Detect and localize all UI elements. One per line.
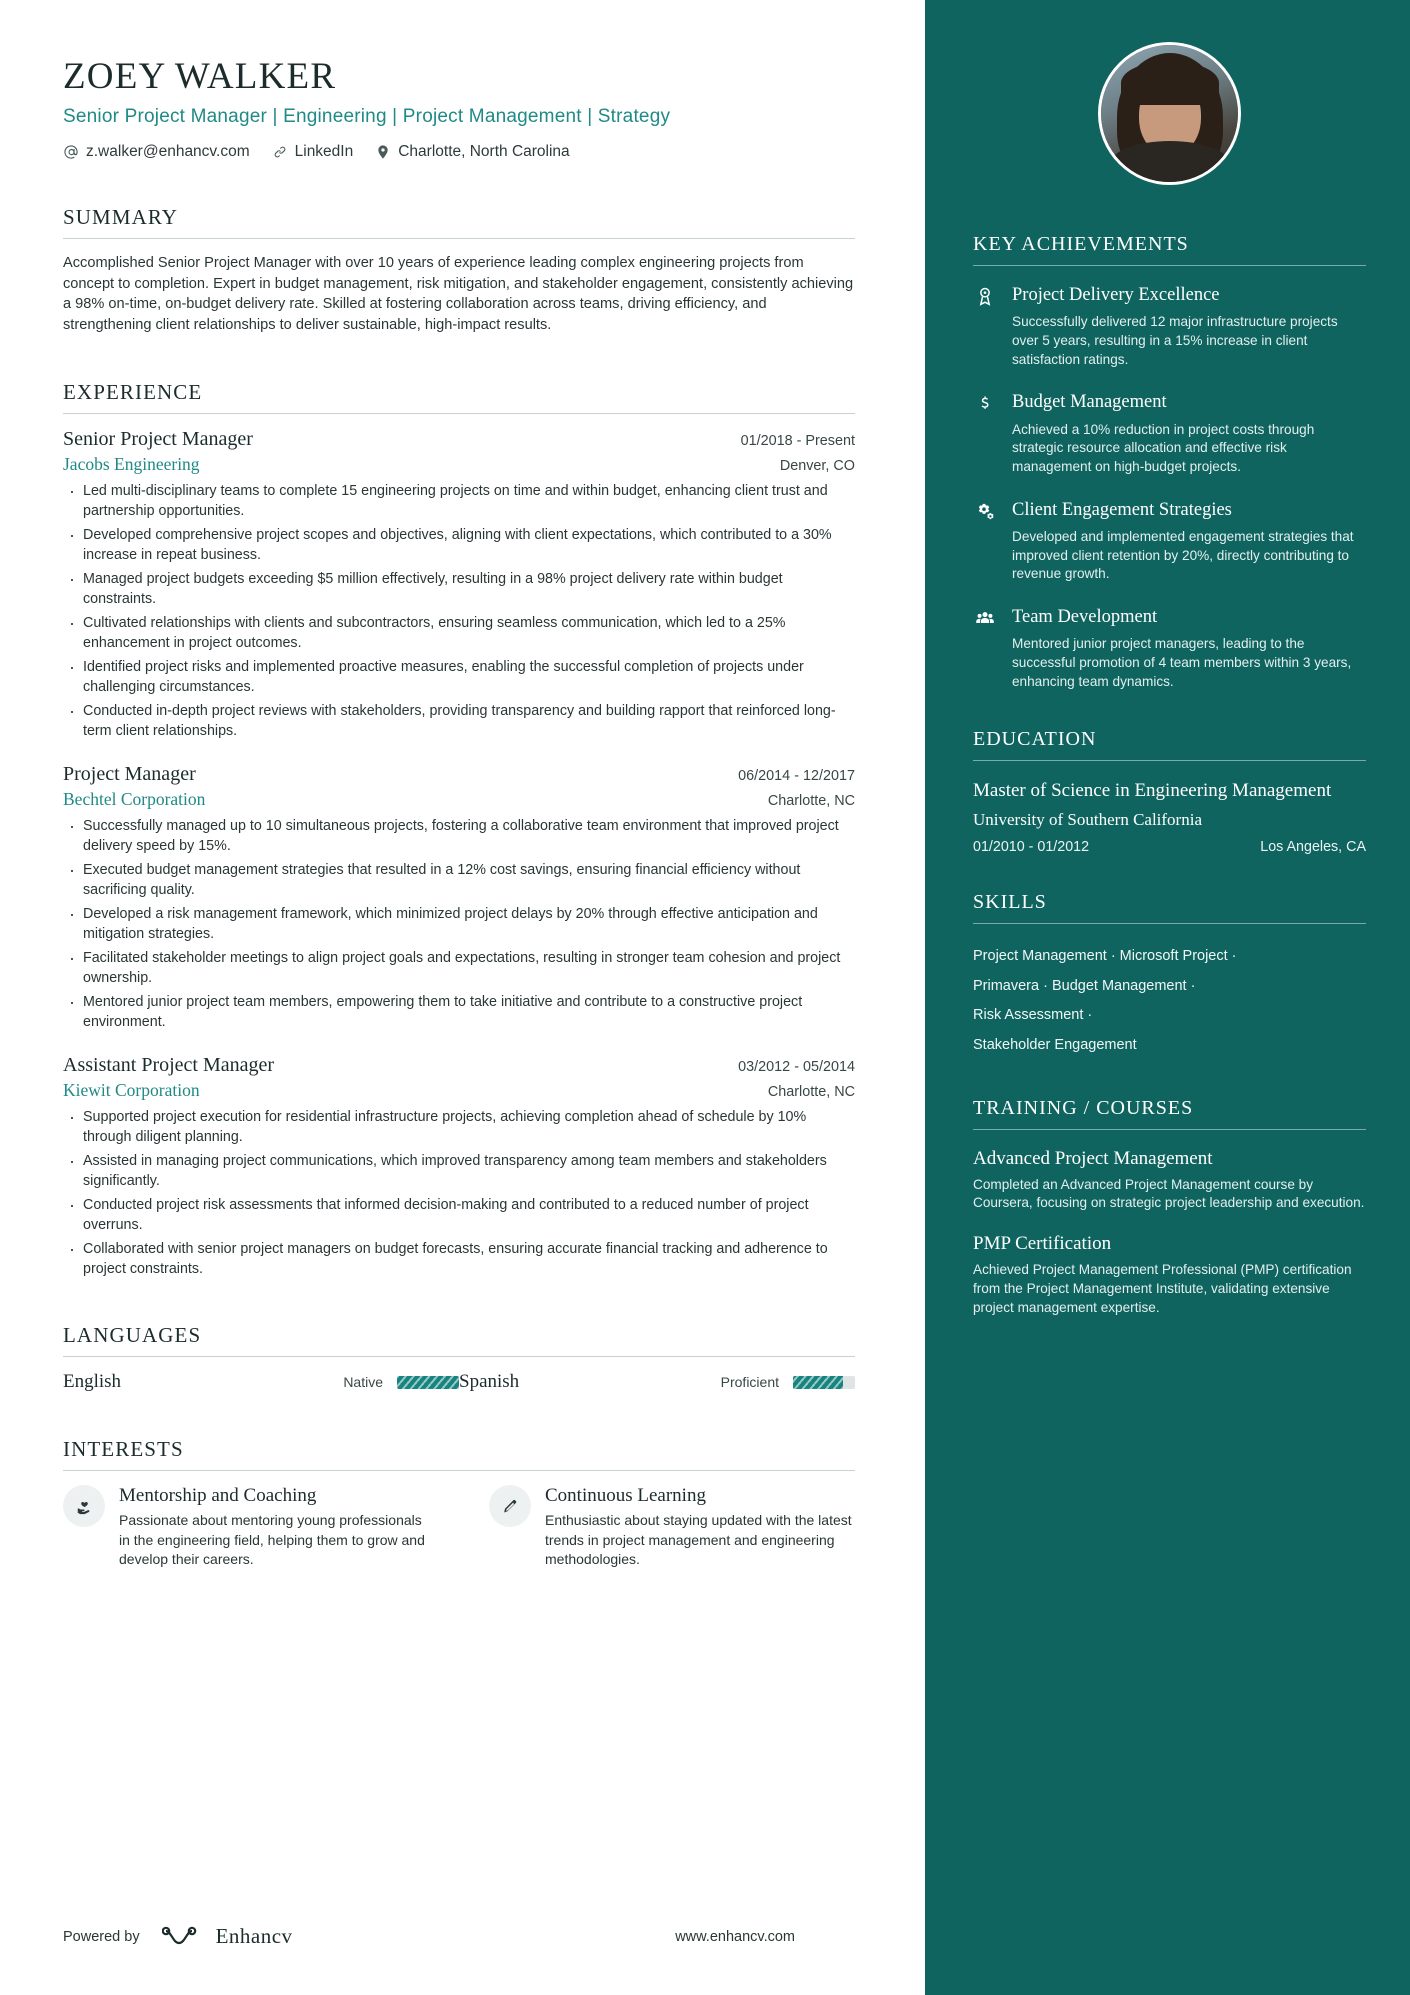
summary-section — [63, 205, 855, 336]
language-bar — [793, 1376, 855, 1389]
avatar-body — [1110, 141, 1230, 185]
language-level: Native — [343, 1374, 383, 1391]
website-url[interactable]: www.enhancv.com — [675, 1928, 795, 1945]
job-bullets — [63, 481, 855, 741]
achievement-body — [1012, 606, 1366, 691]
training-item-desc: Achieved Project Management Professional (PMP) certification from the Project Management Institute, validating extensive project management expertise. — [973, 1262, 1352, 1315]
education-location: Los Angeles, CA — [1260, 838, 1366, 855]
experience-section — [63, 380, 855, 1279]
interest-desc: Passionate about mentoring young professionals in the engineering field, helping them to grow and develop their careers. — [119, 1512, 425, 1567]
brand-logo — [162, 1924, 293, 1949]
avatar-hair-top — [1121, 61, 1219, 105]
language-bar — [397, 1376, 459, 1389]
job-company: Kiewit Corporation — [63, 1080, 200, 1101]
languages-title: LANGUAGES — [63, 1323, 855, 1357]
job-bullet: · Identified project risks and implemented proactive measures, enabling the successful completion of projects under challenging circumstances. — [63, 657, 855, 697]
location-text: Charlotte, North Carolina — [398, 143, 570, 160]
achievement-desc: Achieved a 10% reduction in project costs through strategic resource allocation and effective risk management on high-budget projects. — [1012, 421, 1315, 474]
job-bullet: · Conducted in-depth project reviews with stakeholders, providing transparency and building rapport that reinforced long-term client relationships. — [63, 701, 855, 741]
job-subheader — [63, 454, 855, 475]
job-role: Project Manager — [63, 763, 196, 786]
interests-section — [63, 1437, 855, 1569]
job-bullet: · Supported project execution for residential infrastructure projects, achieving completion ahead of schedule by 10% through diligent planning. — [63, 1107, 855, 1147]
interest-item — [489, 1485, 855, 1569]
skills-title: SKILLS — [973, 891, 1366, 924]
interest-item — [63, 1485, 429, 1569]
achievement-body — [1012, 284, 1366, 369]
job-bullet: · Led multi-disciplinary teams to complete 15 engineering projects on time and within budget, enhancing client trust and partnership opportunities. — [63, 481, 855, 521]
headline: Senior Project Manager | Engineering | Project Management | Strategy — [63, 106, 671, 127]
skills-section — [973, 891, 1366, 1061]
job-bullet: · Assisted in managing project communications, which improved transparency among team members and stakeholders significantly. — [63, 1151, 855, 1191]
job-company: Bechtel Corporation — [63, 789, 206, 810]
language-name: Spanish — [459, 1371, 520, 1393]
training-item — [973, 1233, 1366, 1317]
languages-row — [63, 1371, 855, 1393]
brand-name: Enhancv — [215, 1924, 293, 1948]
training-item — [973, 1148, 1366, 1214]
job-role: Senior Project Manager — [63, 427, 253, 450]
education-section — [973, 728, 1366, 855]
skills-list — [973, 942, 1366, 1061]
job-dates: 01/2018 - Present — [740, 432, 855, 449]
interest-body — [545, 1485, 855, 1569]
skills-line: Stakeholder Engagement — [973, 1036, 1137, 1053]
enhancv-mark-icon — [162, 1925, 208, 1949]
job-bullet: · Developed a risk management framework, which minimized project delays by 20% through effective anticipation and mitigation strategies. — [63, 904, 855, 944]
language-bar-fill — [397, 1376, 459, 1389]
achievements-title: KEY ACHIEVEMENTS — [973, 233, 1366, 266]
link-icon — [272, 144, 288, 160]
sidebar — [925, 0, 1410, 1995]
interest-title: Continuous Learning — [545, 1485, 706, 1507]
job-location: Charlotte, NC — [767, 1084, 855, 1101]
job-company: Jacobs Engineering — [63, 453, 200, 474]
job-header — [63, 763, 855, 786]
achievement-body — [1012, 391, 1366, 476]
training-item-desc: Completed an Advanced Project Management course by Coursera, focusing on strategic project leadership and execution. — [973, 1176, 1365, 1211]
people-icon — [973, 606, 997, 691]
training-title: TRAINING / COURSES — [973, 1097, 1366, 1130]
gears-icon — [973, 499, 997, 584]
job-subheader — [63, 1080, 855, 1101]
contact-location — [375, 143, 569, 161]
achievement-title: Team Development — [1012, 607, 1158, 628]
summary-title: SUMMARY — [63, 205, 855, 239]
email-text: z.walker@enhancv.com — [86, 143, 250, 160]
footer — [63, 1924, 855, 1949]
award-icon — [973, 284, 997, 369]
avatar-wrap — [973, 42, 1366, 185]
job-dates: 03/2012 - 05/2014 — [738, 1059, 855, 1076]
skills-line: Primavera · Budget Management · — [973, 977, 1196, 994]
contact-row — [63, 143, 855, 161]
powered-by-label: Powered by — [63, 1928, 140, 1945]
achievement-title: Project Delivery Excellence — [1012, 285, 1220, 305]
experience-item — [63, 763, 855, 1032]
education-school: University of Southern California — [973, 809, 1202, 829]
job-header — [63, 428, 855, 451]
achievement-item — [973, 499, 1366, 584]
job-role: Assistant Project Manager — [63, 1054, 275, 1077]
job-bullet: · Executed budget management strategies that resulted in a 12% cost savings, ensuring financial efficiency without sacrificing quality. — [63, 860, 855, 900]
achievement-title: Client Engagement Strategies — [1012, 499, 1232, 520]
achievement-desc: Mentored junior project managers, leading to the successful promotion of 4 team members within 3 years, enhancing team dynamics. — [1012, 636, 1352, 689]
job-bullet: · Managed project budgets exceeding $5 million effectively, resulting in a 98% project delivery rate within budget constraints. — [63, 569, 855, 609]
achievement-item — [973, 391, 1366, 476]
linkedin-text: LinkedIn — [294, 143, 354, 160]
achievement-desc: Developed and implemented engagement strategies that improved client retention by 20%, directly contributing to revenue growth. — [1012, 528, 1354, 582]
experience-item — [63, 1054, 855, 1279]
job-bullet: · Facilitated stakeholder meetings to align project goals and expectations, resulting in stronger team cohesion and project ownership. — [63, 948, 855, 988]
page-title: ZOEY WALKER — [63, 56, 337, 97]
job-bullet: · Cultivated relationships with clients and subcontractors, ensuring seamless communication, which led to a 25% enhancement in project outcomes. — [63, 613, 855, 653]
interest-desc: Enthusiastic about staying updated with the latest trends in project management and engineering methodologies. — [545, 1512, 852, 1567]
job-bullets — [63, 816, 855, 1032]
pen-icon — [489, 1485, 531, 1527]
job-bullet: · Successfully managed up to 10 simultaneous projects, fostering a collaborative team environment that improved project delivery speed by 15%. — [63, 816, 855, 856]
job-bullets — [63, 1107, 855, 1279]
job-location: Charlotte, NC — [767, 793, 855, 810]
language-item — [63, 1371, 459, 1393]
education-title: EDUCATION — [973, 728, 1366, 761]
job-header — [63, 1054, 855, 1077]
job-bullet: · Collaborated with senior project managers on budget forecasts, ensuring accurate financial tracking and adherence to project constraints. — [63, 1239, 855, 1279]
job-subheader — [63, 789, 855, 810]
location-pin-icon — [375, 144, 391, 160]
at-icon — [63, 144, 79, 160]
language-item — [459, 1371, 855, 1393]
achievement-body — [1012, 499, 1366, 584]
interest-body — [119, 1485, 429, 1569]
education-dates: 01/2010 - 01/2012 — [973, 838, 1090, 855]
skills-line: Risk Assessment · — [973, 1007, 1093, 1024]
interests-title: INTERESTS — [63, 1437, 855, 1471]
dollar-icon — [973, 391, 997, 476]
heart-hand-icon — [63, 1485, 105, 1527]
summary-text: Accomplished Senior Project Manager with over 10 years of experience leading complex engineering projects from concept to completion. Expert in budget management, risk mitigation, and stakeholder engagement, consistently achieving a 98% on-time, on-budget delivery rate. Skilled at fostering collaboration across teams, driving efficiency, and strengthening client relationships to deliver sustainable, high-impact results. — [63, 255, 854, 334]
interest-title: Mentorship and Coaching — [119, 1485, 317, 1507]
avatar — [1098, 42, 1241, 185]
interests-list — [63, 1485, 855, 1569]
job-bullet: · Developed comprehensive project scopes and objectives, aligning with client expectations, which contributed to a 30% increase in repeat business. — [63, 525, 855, 565]
job-location: Denver, CO — [779, 457, 855, 474]
achievement-title: Budget Management — [1012, 392, 1167, 413]
education-degree: Master of Science in Engineering Management — [973, 779, 1332, 801]
contact-linkedin[interactable] — [272, 143, 354, 161]
job-dates: 06/2014 - 12/2017 — [738, 768, 855, 785]
training-section — [973, 1097, 1366, 1318]
skills-line: Project Management · Microsoft Project · — [973, 947, 1237, 964]
languages-section — [63, 1323, 855, 1393]
achievements-section — [973, 233, 1366, 692]
contact-email[interactable] — [63, 143, 250, 161]
achievement-item — [973, 606, 1366, 691]
education-meta — [973, 839, 1366, 855]
job-bullet: · Mentored junior project team members, empowering them to take initiative and contribute to a constructive project environment. — [63, 992, 855, 1032]
training-item-title: PMP Certification — [973, 1233, 1112, 1255]
experience-item — [63, 428, 855, 741]
job-bullet: · Conducted project risk assessments that informed decision-making and contributed to a reduced number of project overruns. — [63, 1195, 855, 1235]
language-bar-fill — [793, 1376, 843, 1389]
language-name: English — [63, 1371, 122, 1393]
achievement-item — [973, 284, 1366, 369]
training-item-title: Advanced Project Management — [973, 1147, 1213, 1169]
language-level: Proficient — [720, 1374, 779, 1391]
achievement-desc: Successfully delivered 12 major infrastructure projects over 5 years, resulting in a 15% increase in client satisfaction ratings. — [1012, 314, 1338, 367]
experience-title: EXPERIENCE — [63, 380, 855, 414]
